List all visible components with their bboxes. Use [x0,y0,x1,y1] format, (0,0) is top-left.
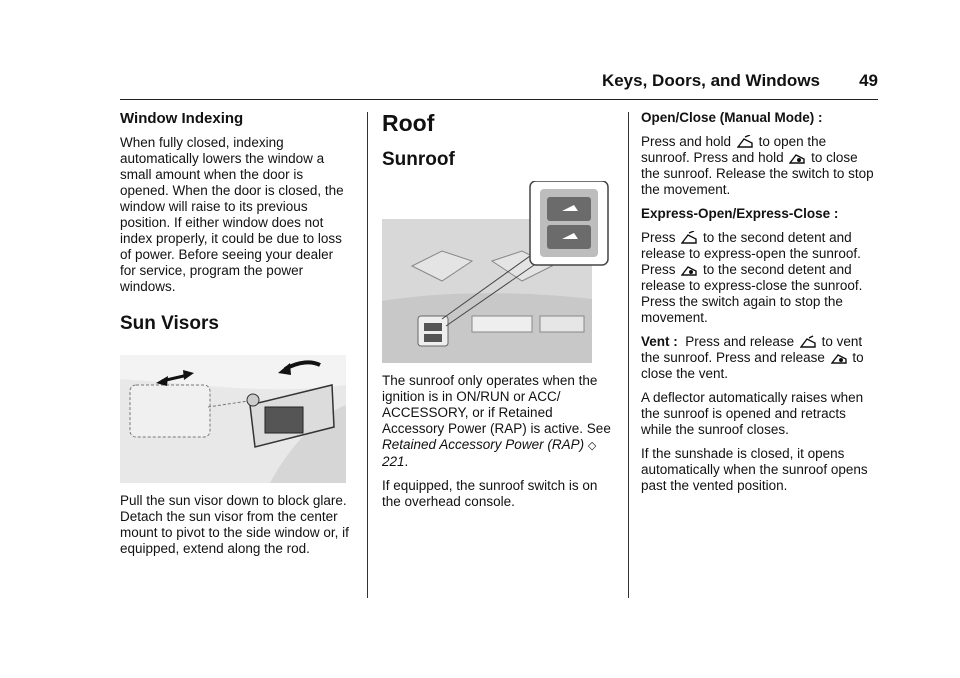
window-indexing-heading: Window Indexing [120,110,244,127]
sunshade-text: If the sunshade is closed, it opens automatically when the sunroof opens past the vented position. [641,446,868,493]
column-middle [382,110,614,518]
sunroof-switch-illustration [382,181,612,363]
express-mode-text: Press to the second detent and release to express-open the sunroof. Press to the second detent and release to express-close the sunroof. Press the switch again to stop the movement. [641,230,863,325]
sunroof-switch-location-text: If equipped, the sunroof switch is on the overhead console. [382,478,598,509]
page-number: 49 [859,71,878,90]
express-mode-heading: Express-Open/Express-Close : [641,206,839,221]
column-right [641,110,877,502]
column-divider [367,112,368,598]
sunroof-close-icon [789,151,805,165]
roof-heading: Roof [382,110,435,136]
sunroof-vent-icon [800,335,816,349]
chapter-title: Keys, Doors, and Windows [601,71,820,90]
window-indexing-text: When fully closed, indexing automatically lowers the window a small amount when the door is opened. When the door is closed, the window will raise to its previous position. If either window does not index properly, it could be due to loss of power. Before seeing your dealer for service, program the power windows. [120,135,344,294]
sun-visor-illustration [120,355,346,483]
vent-text: Vent : Press and release to vent the sunroof. Press and release to close the vent. [641,334,864,381]
manual-mode-text: Press and hold to open the sunroof. Press and hold to close the sunroof. Release the switch to stop the movement. [641,134,874,197]
sunroof-close-icon [831,351,847,365]
column-divider [628,112,629,598]
deflector-text: A deflector automatically raises when the sunroof is opened and retracts while the sunroof closes. [641,390,864,437]
sun-visors-heading: Sun Visors [120,313,219,334]
sunroof-heading: Sunroof [382,149,455,170]
sunroof-open-icon [737,135,753,149]
column-left [120,110,352,565]
sunroof-operation-text: The sunroof only operates when the ignition is in ON/RUN or ACC/ ACCESSORY, or if Retained Accessory Power (RAP) is active. See Retained Accessory Power (RAP) ◇ 221. [382,373,611,469]
manual-mode-heading: Open/Close (Manual Mode) : [641,110,823,125]
page-header [120,71,878,100]
sun-visors-text: Pull the sun visor down to block glare. Detach the sun visor from the center mount to pivot to the side window or, if equipped, extend along the rod. [120,493,349,556]
sunroof-close-icon [681,263,697,277]
sunroof-open-icon [681,231,697,245]
